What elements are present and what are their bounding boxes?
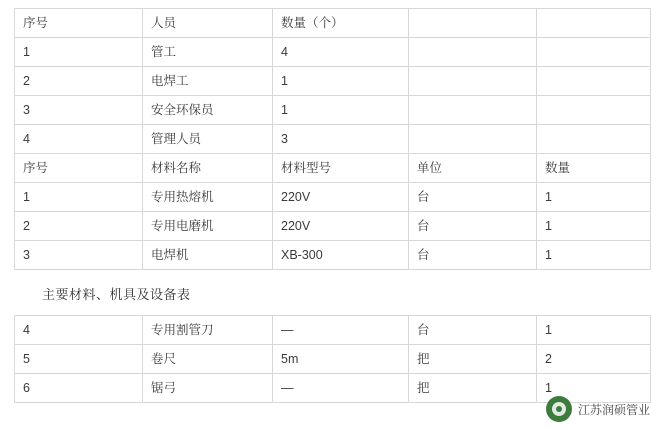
table-cell: 台 xyxy=(409,212,537,241)
table-cell: 卷尺 xyxy=(143,345,273,374)
table-cell: 1 xyxy=(537,241,651,270)
watermark-label: 江苏润硕管业 xyxy=(577,402,650,417)
table-cell: 3 xyxy=(273,125,409,154)
table-cell: 材料名称 xyxy=(143,154,273,183)
table-cell: 220V xyxy=(273,212,409,241)
table-cell: 1 xyxy=(273,67,409,96)
table-row xyxy=(15,345,651,374)
table-row xyxy=(15,212,651,241)
table-cell xyxy=(409,38,537,67)
table-cell: XB-300 xyxy=(273,241,409,270)
table-cell: — xyxy=(273,374,409,403)
table-cell: 1 xyxy=(537,316,651,345)
table-cell: 1 xyxy=(537,374,651,403)
table-cell xyxy=(409,125,537,154)
table-cell: 1 xyxy=(15,38,143,67)
table-cell: 锯弓 xyxy=(143,374,273,403)
table-header-row xyxy=(15,9,651,38)
table-cell: 5m xyxy=(273,345,409,374)
watermark xyxy=(546,396,650,422)
table-cell: 台 xyxy=(409,316,537,345)
table-cell xyxy=(409,96,537,125)
table-row xyxy=(15,96,651,125)
table-cell: 4 xyxy=(15,316,143,345)
table-cell: 1 xyxy=(537,183,651,212)
table-cell: 单位 xyxy=(409,154,537,183)
table-cell: 数量 xyxy=(537,154,651,183)
table-cell xyxy=(409,9,537,38)
table-cell: 220V xyxy=(273,183,409,212)
table-cell: 序号 xyxy=(15,9,143,38)
table-cell: 1 xyxy=(15,183,143,212)
table-cell xyxy=(537,96,651,125)
table-cell: 把 xyxy=(409,345,537,374)
table-cell: 序号 xyxy=(15,154,143,183)
table-cell: 6 xyxy=(15,374,143,403)
table-cell: 2 xyxy=(15,67,143,96)
table-row xyxy=(15,125,651,154)
table-cell: 台 xyxy=(409,241,537,270)
table-row xyxy=(15,316,651,345)
table-cell xyxy=(537,125,651,154)
table-cell: 人员 xyxy=(143,9,273,38)
section-title: 主要材料、机具及设备表 xyxy=(42,287,191,302)
personnel-table xyxy=(14,8,651,270)
company-logo-icon xyxy=(546,396,572,422)
table-cell: 2 xyxy=(15,212,143,241)
table-cell: 材料型号 xyxy=(273,154,409,183)
table-cell: 1 xyxy=(273,96,409,125)
table-cell: 管理人员 xyxy=(143,125,273,154)
table-row xyxy=(15,241,651,270)
table-cell xyxy=(537,9,651,38)
table-cell: 2 xyxy=(537,345,651,374)
table-cell: 电焊机 xyxy=(143,241,273,270)
table-cell xyxy=(537,38,651,67)
table-cell: 把 xyxy=(409,374,537,403)
table-cell: 1 xyxy=(537,212,651,241)
table-cell: 4 xyxy=(15,125,143,154)
table-cell xyxy=(537,67,651,96)
table-cell: 数量（个） xyxy=(273,9,409,38)
table-cell: 5 xyxy=(15,345,143,374)
table-cell: 管工 xyxy=(143,38,273,67)
table-cell: 4 xyxy=(273,38,409,67)
table-cell: 专用割管刀 xyxy=(143,316,273,345)
table-cell: — xyxy=(273,316,409,345)
table-cell: 3 xyxy=(15,96,143,125)
table-cell: 专用热熔机 xyxy=(143,183,273,212)
table-cell xyxy=(409,67,537,96)
equipment-table xyxy=(14,315,651,403)
table-cell: 专用电磨机 xyxy=(143,212,273,241)
table-cell: 电焊工 xyxy=(143,67,273,96)
table-row xyxy=(15,183,651,212)
table-row xyxy=(15,67,651,96)
table-cell: 台 xyxy=(409,183,537,212)
table-row xyxy=(15,38,651,67)
table-cell: 3 xyxy=(15,241,143,270)
table-header-row xyxy=(15,154,651,183)
top-spacer xyxy=(0,0,664,8)
table-cell: 安全环保员 xyxy=(143,96,273,125)
